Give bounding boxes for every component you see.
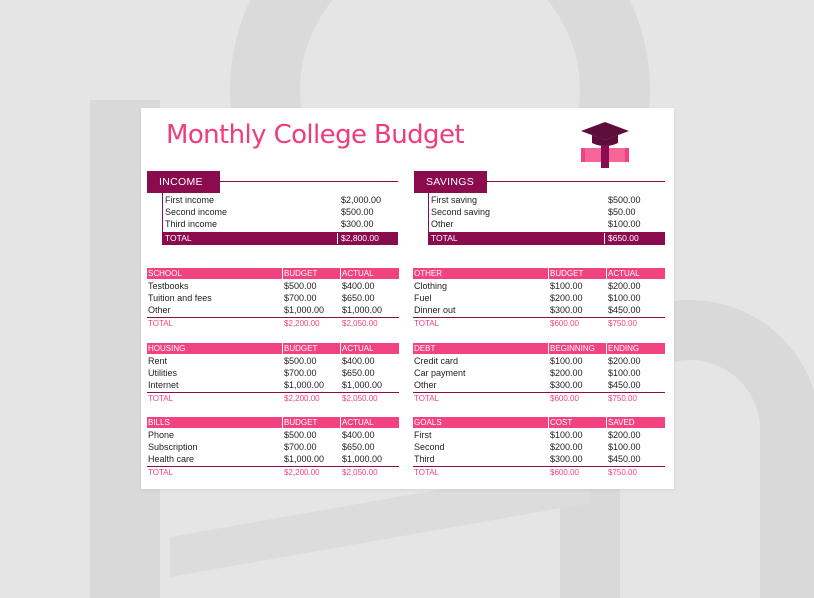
goals-row-label: Third — [414, 454, 435, 464]
other-row-value: $200.00 — [550, 293, 583, 303]
debt-row-value: $100.00 — [550, 356, 583, 366]
graduation-cap-diploma-icon — [577, 118, 633, 170]
bills-total-label: TOTAL — [148, 468, 174, 477]
other-row-value: $100.00 — [550, 281, 583, 291]
housing-row-label: Utilities — [148, 368, 178, 378]
bills-row-label: Phone — [148, 430, 175, 440]
savings-tab: SAVINGS — [414, 171, 487, 193]
header-separator — [282, 268, 283, 279]
debt-header-cell: ENDING — [608, 344, 640, 353]
debt-total-label: TOTAL — [414, 394, 440, 403]
school-total-label: TOTAL — [148, 319, 174, 328]
budget-sheet — [141, 108, 674, 489]
bills-row-value: $700.00 — [284, 442, 317, 452]
goals-total-value: $600.00 — [550, 468, 579, 477]
header-separator — [606, 417, 607, 428]
savings-value: $500.00 — [608, 195, 641, 205]
debt-header-cell: BEGINNING — [550, 344, 595, 353]
header-separator — [548, 343, 549, 354]
income-rule — [220, 181, 398, 182]
other-total-value: $750.00 — [608, 319, 637, 328]
goals-total-value: $750.00 — [608, 468, 637, 477]
school-row-label: Tuition and fees — [148, 293, 212, 303]
header-separator — [548, 417, 549, 428]
goals-row-value: $200.00 — [608, 430, 641, 440]
debt-row-value: $300.00 — [550, 380, 583, 390]
header-separator — [282, 417, 283, 428]
other-row-label: Clothing — [414, 281, 448, 291]
income-side-line — [162, 193, 163, 233]
bills-header-cell: BUDGET — [284, 418, 318, 427]
bills-total-rule — [147, 466, 399, 467]
school-row-label: Other — [148, 305, 171, 315]
income-total-label: TOTAL — [165, 233, 192, 243]
income-total-value: $2,800.00 — [341, 233, 379, 243]
bills-table-header — [147, 417, 399, 428]
school-row-value: $650.00 — [342, 293, 375, 303]
savings-total-bar — [428, 232, 665, 245]
school-row-value: $1,000.00 — [342, 305, 383, 315]
housing-total-label: TOTAL — [148, 394, 174, 403]
header-separator — [340, 343, 341, 354]
school-table-header — [147, 268, 399, 279]
school-total-value: $2,200.00 — [284, 319, 320, 328]
other-total-label: TOTAL — [414, 319, 440, 328]
debt-row-value: $200.00 — [550, 368, 583, 378]
other-header-cell: ACTUAL — [608, 269, 640, 278]
income-value: $300.00 — [341, 219, 374, 229]
school-row-label: Testbooks — [148, 281, 189, 291]
goals-header-cell: SAVED — [608, 418, 635, 427]
header-separator — [548, 268, 549, 279]
goals-row-label: First — [414, 430, 432, 440]
savings-total-label: TOTAL — [431, 233, 458, 243]
other-total-value: $600.00 — [550, 319, 579, 328]
housing-row-label: Rent — [148, 356, 168, 366]
bills-header-cell: BILLS — [148, 418, 170, 427]
school-header-cell: SCHOOL — [148, 269, 182, 278]
housing-row-value: $1,000.00 — [284, 380, 325, 390]
housing-table-header — [147, 343, 399, 354]
debt-row-label: Credit card — [414, 356, 459, 366]
goals-row-value: $200.00 — [550, 442, 583, 452]
school-total-value: $2,050.00 — [342, 319, 378, 328]
debt-row-value: $450.00 — [608, 380, 641, 390]
header-separator — [282, 343, 283, 354]
header-separator — [340, 268, 341, 279]
bills-row-value: $400.00 — [342, 430, 375, 440]
debt-header-cell: DEBT — [414, 344, 436, 353]
debt-row-label: Other — [414, 380, 437, 390]
savings-row: Second saving — [431, 207, 491, 217]
income-row: Second income — [165, 207, 228, 217]
bills-row-value: $1,000.00 — [342, 454, 383, 464]
bills-row-value: $1,000.00 — [284, 454, 325, 464]
debt-table-header — [413, 343, 665, 354]
school-row-value: $700.00 — [284, 293, 317, 303]
savings-side-line — [428, 193, 429, 233]
housing-total-rule — [147, 392, 399, 393]
goals-table-header — [413, 417, 665, 428]
other-row-label: Dinner out — [414, 305, 456, 315]
school-row-value: $1,000.00 — [284, 305, 325, 315]
housing-header-cell: ACTUAL — [342, 344, 374, 353]
income-total-bar — [162, 232, 398, 245]
savings-row: First saving — [431, 195, 478, 205]
other-header-cell: BUDGET — [550, 269, 584, 278]
savings-rule — [487, 181, 665, 182]
goals-row-value: $450.00 — [608, 454, 641, 464]
other-row-value: $300.00 — [550, 305, 583, 315]
bills-header-cell: ACTUAL — [342, 418, 374, 427]
bills-row-label: Subscription — [148, 442, 198, 452]
income-value: $2,000.00 — [341, 195, 382, 205]
savings-row: Other — [431, 219, 454, 229]
goals-row-value: $100.00 — [608, 442, 641, 452]
income-row: Third income — [165, 219, 218, 229]
housing-header-cell: HOUSING — [148, 344, 186, 353]
goals-header-cell: COST — [550, 418, 573, 427]
savings-value: $100.00 — [608, 219, 641, 229]
school-row-value: $500.00 — [284, 281, 317, 291]
debt-row-value: $100.00 — [608, 368, 641, 378]
bills-total-value: $2,050.00 — [342, 468, 378, 477]
page-title: Monthly College Budget — [166, 120, 464, 150]
housing-row-value: $1,000.00 — [342, 380, 383, 390]
debt-row-label: Car payment — [414, 368, 466, 378]
other-row-value: $450.00 — [608, 305, 641, 315]
goals-row-label: Second — [414, 442, 445, 452]
bills-total-value: $2,200.00 — [284, 468, 320, 477]
header-separator — [340, 417, 341, 428]
school-total-rule — [147, 317, 399, 318]
debt-total-value: $600.00 — [550, 394, 579, 403]
other-total-rule — [413, 317, 665, 318]
bills-row-value: $500.00 — [284, 430, 317, 440]
debt-total-rule — [413, 392, 665, 393]
housing-row-value: $700.00 — [284, 368, 317, 378]
school-row-value: $400.00 — [342, 281, 375, 291]
other-row-label: Fuel — [414, 293, 432, 303]
income-value: $500.00 — [341, 207, 374, 217]
other-row-value: $100.00 — [608, 293, 641, 303]
other-table-header — [413, 268, 665, 279]
income-tab: INCOME — [147, 171, 220, 193]
savings-total-value: $650.00 — [608, 233, 639, 243]
goals-total-label: TOTAL — [414, 468, 440, 477]
housing-row-value: $400.00 — [342, 356, 375, 366]
other-row-value: $200.00 — [608, 281, 641, 291]
goals-header-cell: GOALS — [414, 418, 442, 427]
goals-total-rule — [413, 466, 665, 467]
other-header-cell: OTHER — [414, 269, 442, 278]
savings-value: $50.00 — [608, 207, 636, 217]
header-separator — [606, 343, 607, 354]
school-header-cell: BUDGET — [284, 269, 318, 278]
goals-row-value: $100.00 — [550, 430, 583, 440]
housing-total-value: $2,050.00 — [342, 394, 378, 403]
debt-row-value: $200.00 — [608, 356, 641, 366]
housing-row-label: Internet — [148, 380, 179, 390]
income-row: First income — [165, 195, 215, 205]
bills-row-label: Health care — [148, 454, 195, 464]
goals-row-value: $300.00 — [550, 454, 583, 464]
school-header-cell: ACTUAL — [342, 269, 374, 278]
header-separator — [606, 268, 607, 279]
debt-total-value: $750.00 — [608, 394, 637, 403]
housing-row-value: $650.00 — [342, 368, 375, 378]
housing-total-value: $2,200.00 — [284, 394, 320, 403]
bills-row-value: $650.00 — [342, 442, 375, 452]
housing-row-value: $500.00 — [284, 356, 317, 366]
housing-header-cell: BUDGET — [284, 344, 318, 353]
